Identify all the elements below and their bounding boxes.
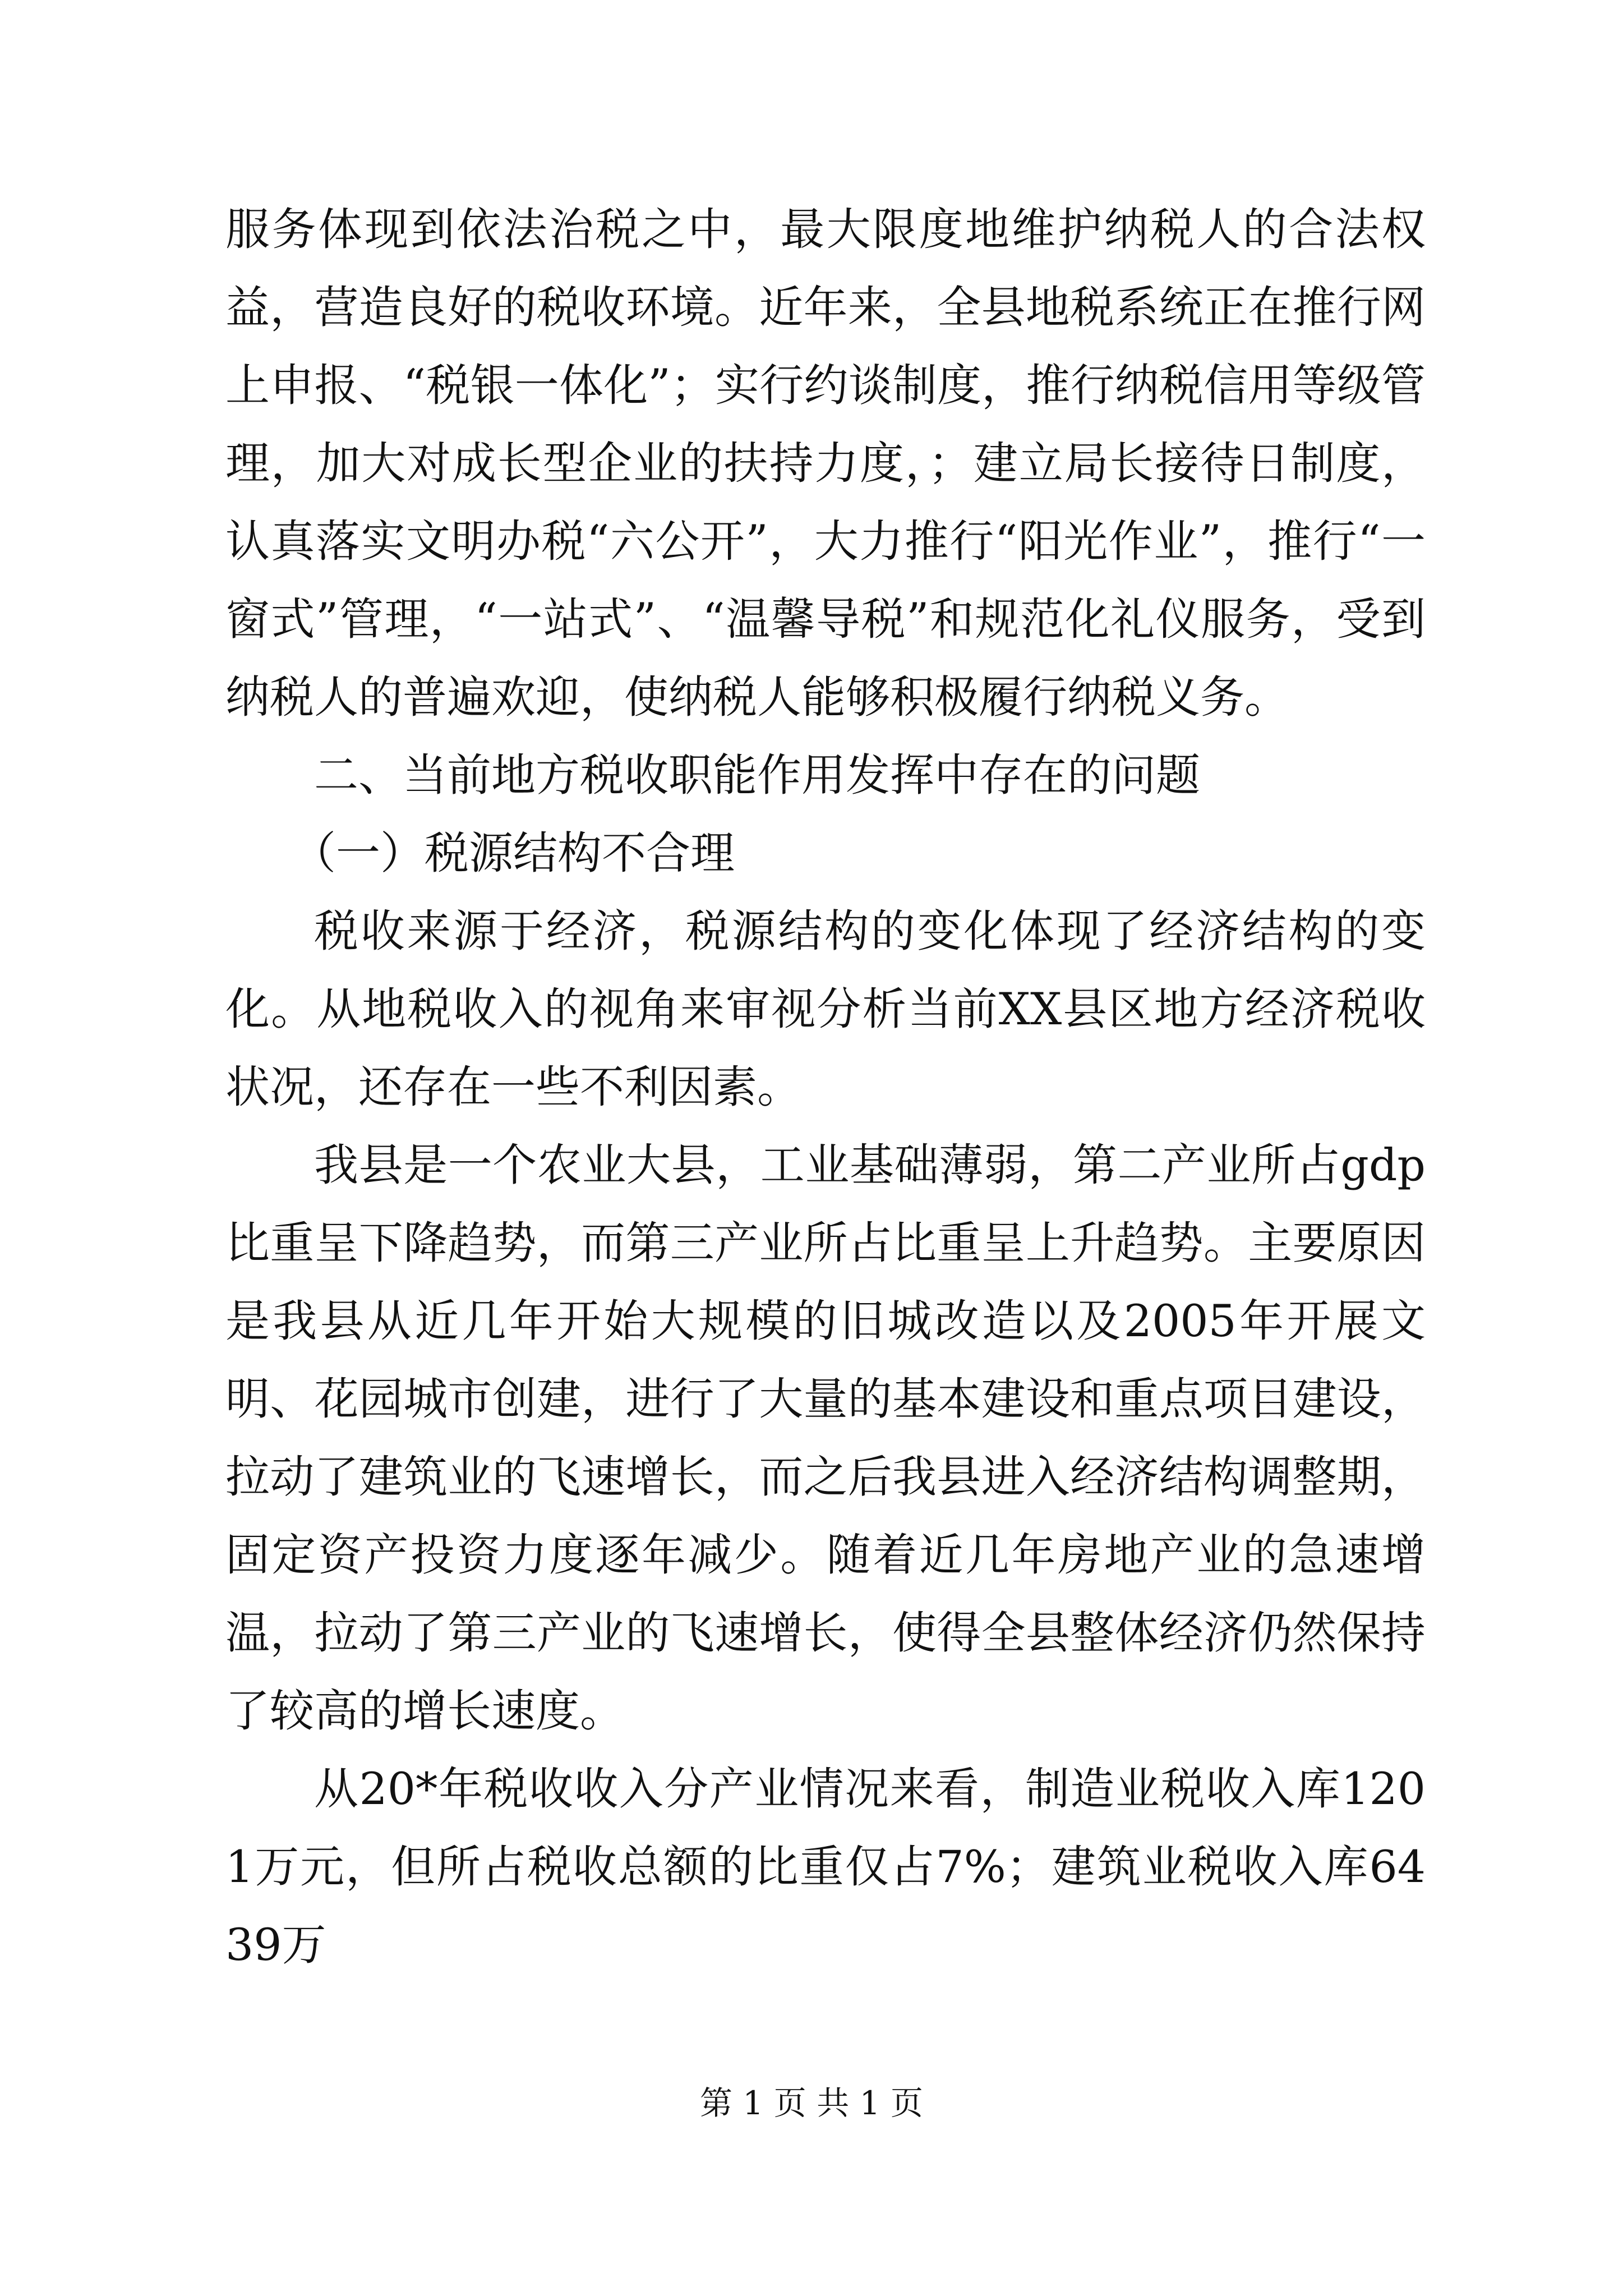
subsection-heading: （一）税源结构不合理: [292, 827, 735, 879]
paragraph: 税收来源于经济，税源结构的变化体现了经济结构的变化。从地税收入的视角来审视分析当前XX县区地方经济税收状况，还存在一些不利因素。: [225, 905, 1426, 1113]
paragraph: 我县是一个农业大县，工业基础薄弱，第二产业所占gdp比重呈下降趋势，而第三产业所占比重呈上升趋势。主要原因是我县从近几年开始大规模的旧城改造以及2005年开展文明、花园城市创建，进行了大量的基本建设和重点项目建设，拉动了建筑业的飞速增长，而之后我县进入经济结构调整期，固定资产投资力度逐年减少。随着近几年房地产业的急速增温，拉动了第三产业的飞速增长，使得全县整体经济仍然保持了较高的增长速度。: [225, 1139, 1426, 1737]
document-body: [225, 191, 1426, 1984]
page-footer: 第 1 页 共 1 页: [700, 2084, 923, 2122]
section-heading: 二、当前地方税收职能作用发挥中存在的问题: [314, 749, 1200, 801]
paragraph-continued: 服务体现到依法治税之中，最大限度地维护纳税人的合法权益，营造良好的税收环境。近年来，全县地税系统正在推行网上申报、“税银一体化”；实行约谈制度，推行纳税信用等级管理，加大对成长型企业的扶持力度，；建立局长接待日制度，认真落实文明办税“六公开”，大力推行“阳光作业”，推行“一窗式”管理，“一站式”、“温馨导税”和规范化礼仪服务，受到纳税人的普遍欢迎，使纳税人能够积极履行纳税义务。: [225, 204, 1426, 723]
paragraph: 从20*年税收收入分产业情况来看，制造业税收入库1201万元，但所占税收总额的比重仅占7%；建筑业税收入库6439万: [225, 1763, 1426, 1971]
